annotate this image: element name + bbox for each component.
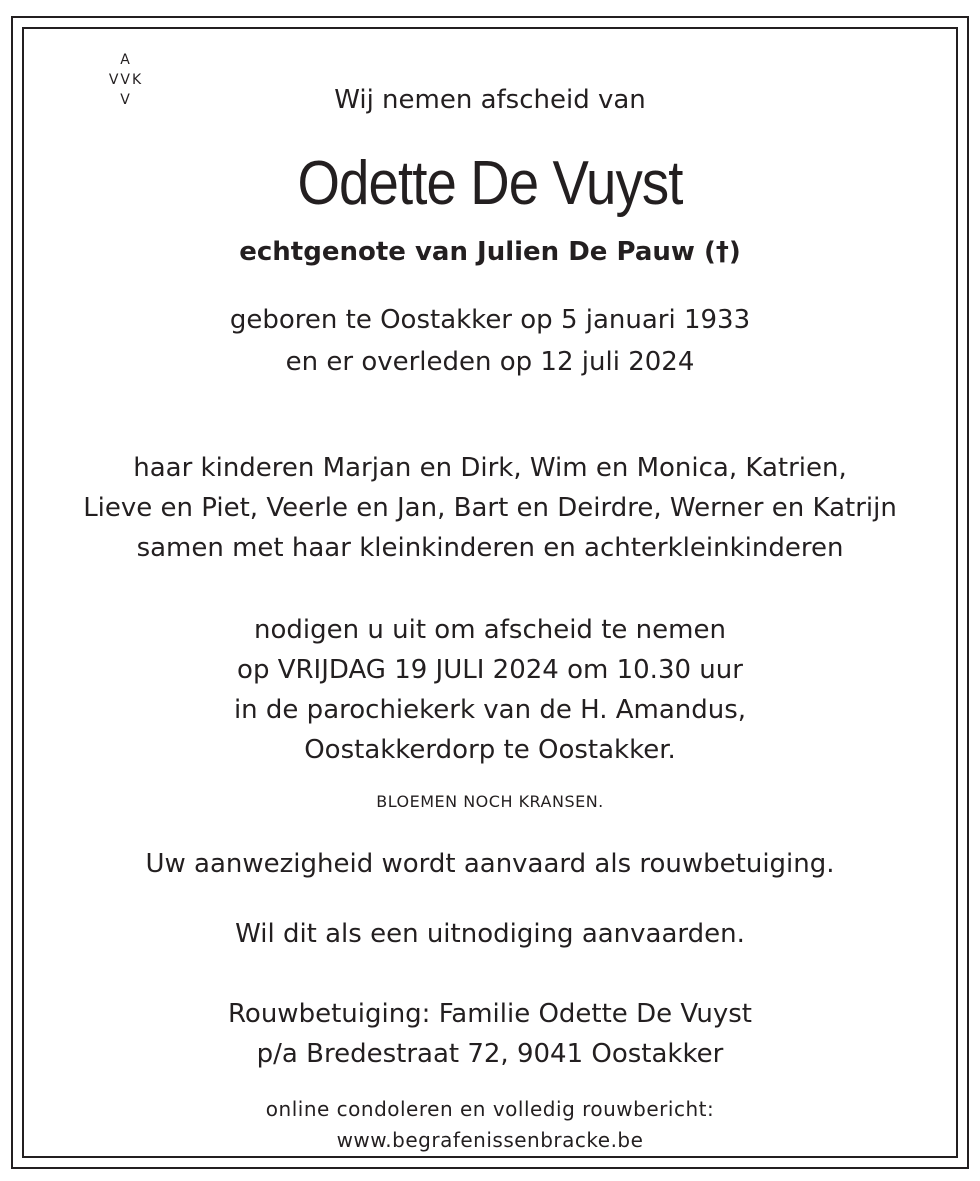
online-label: online condoleren en volledig rouwbericht: bbox=[265, 1097, 715, 1121]
invitation-line: op VRIJDAG 19 JULI 2024 om 10.30 uur bbox=[237, 655, 743, 685]
family-line: Lieve en Piet, Veerle en Jan, Bart en Deirdre, Werner en Katrijn bbox=[83, 493, 897, 523]
invitation-note: Wil dit als een uitnodiging aanvaarden. bbox=[235, 919, 745, 949]
emblem-top: A bbox=[120, 52, 132, 68]
family-line: haar kinderen Marjan en Dirk, Wim en Monica, Katrien, bbox=[133, 453, 847, 483]
birth-line: geboren te Oostakker op 5 januari 1933 bbox=[229, 305, 751, 335]
online-url[interactable]: www.begrafenissenbracke.be bbox=[336, 1128, 644, 1152]
flowers-notice: BLOEMEN NOCH KRANSEN. bbox=[376, 792, 604, 811]
family-line: samen met haar kleinkinderen en achterkleinkinderen bbox=[136, 533, 844, 563]
invitation-line: Oostakkerdorp te Oostakker. bbox=[304, 735, 676, 765]
deceased-name: Odette De Vuyst bbox=[297, 149, 683, 218]
intro-text: Wij nemen afscheid van bbox=[334, 85, 646, 115]
condolence-address-line: p/a Bredestraat 72, 9041 Oostakker bbox=[256, 1039, 724, 1069]
presence-note: Uw aanwezigheid wordt aanvaard als rouwbetuiging. bbox=[145, 849, 835, 879]
condolence-address-line: Rouwbetuiging: Familie Odette De Vuyst bbox=[228, 999, 752, 1029]
death-line: en er overleden op 12 juli 2024 bbox=[285, 347, 695, 377]
emblem-bottom: V bbox=[120, 92, 132, 108]
invitation-line: in de parochiekerk van de H. Amandus, bbox=[233, 695, 747, 725]
spouse-line: echtgenote van Julien De Pauw (†) bbox=[239, 237, 741, 267]
invitation-line: nodigen u uit om afscheid te nemen bbox=[254, 615, 726, 645]
emblem-middle: VVK bbox=[108, 72, 144, 88]
